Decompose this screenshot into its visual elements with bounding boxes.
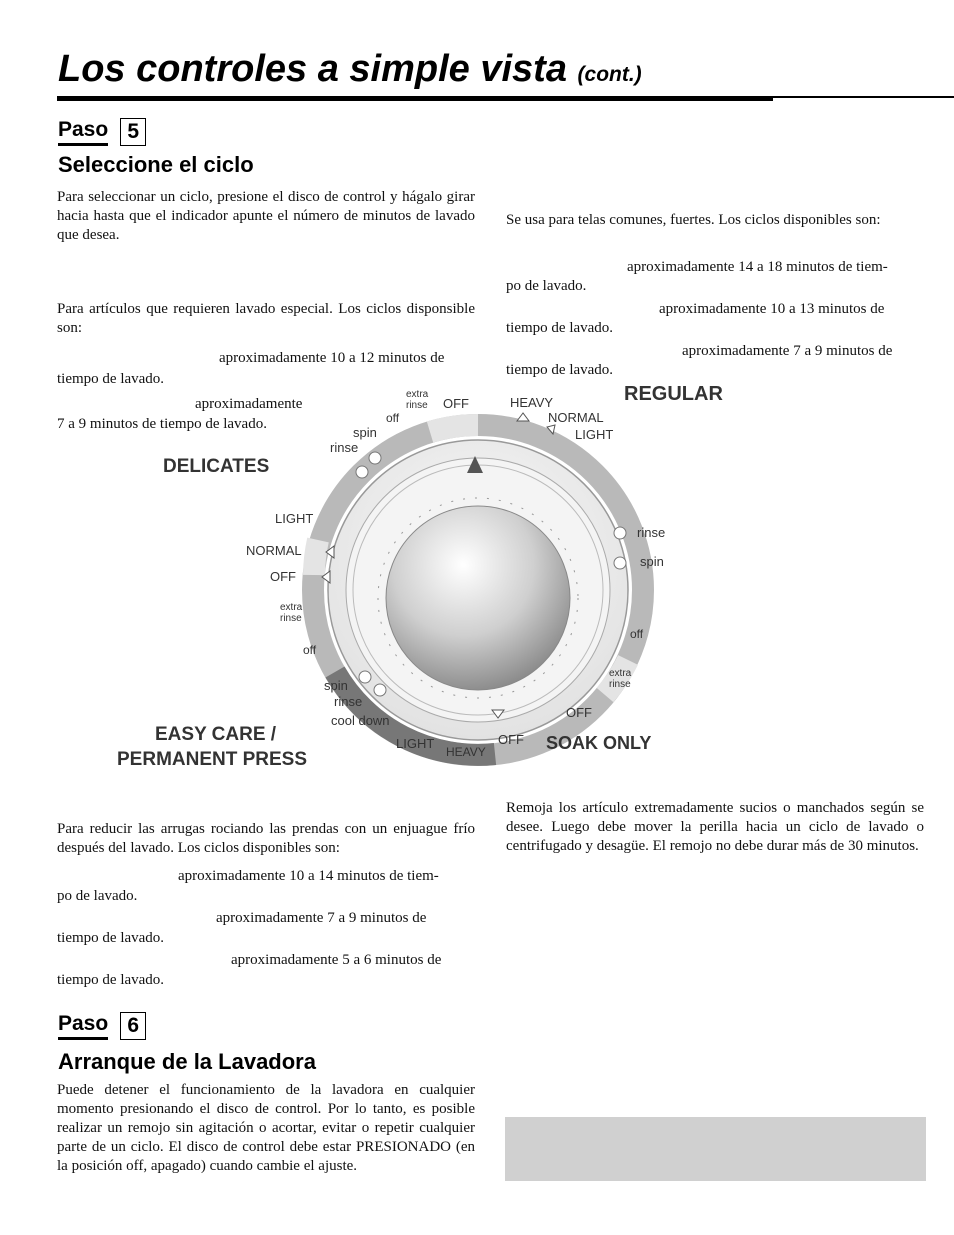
label-rinse-top: rinse: [330, 440, 359, 455]
label-off-small-top: off: [386, 411, 400, 425]
step5-paso-word: Paso: [58, 118, 108, 146]
label-off-left: OFF: [270, 569, 296, 584]
label-extra-top: extra: [406, 389, 429, 400]
label-rinse-bottom: rinse: [334, 694, 363, 709]
label-normal-top: NORMAL: [548, 410, 604, 425]
label-extra-right: extra: [609, 668, 632, 679]
label-off-right: OFF: [566, 705, 592, 720]
label-regular: REGULAR: [624, 383, 723, 405]
control-dial-diagram: [100, 370, 760, 780]
control-knob[interactable]: [386, 506, 570, 690]
label-easycare-2: PERMANENT PRESS: [117, 749, 308, 770]
step5-label: [58, 118, 146, 146]
step5-number: 5: [120, 118, 146, 146]
regular-line3a: aproximadamente 7 a 9 minutos de: [682, 343, 893, 359]
delicates-line2a: aproximadamente: [195, 396, 303, 412]
step5-intro: Para seleccionar un ciclo, presione el disco de control y hágalo girar hacia hasta que el indicador apunte el número de minutos de lavado que desea.: [57, 189, 475, 243]
label-spin-right: spin: [640, 554, 664, 569]
label-light-top: LIGHT: [575, 427, 614, 442]
delicates-line1b: tiempo de lavado.: [57, 371, 165, 387]
label-spin-bottom: spin: [324, 678, 348, 693]
easycare-line2b: tiempo de lavado.: [57, 930, 165, 946]
step6-number: 6: [120, 1012, 146, 1040]
label-off-small-right: off: [630, 627, 644, 641]
regular-line1a: aproximadamente 14 a 18 minutos de tiem-: [627, 259, 888, 275]
regular-line2b: tiempo de lavado.: [506, 320, 614, 336]
label-normal-left: NORMAL: [246, 543, 302, 558]
label-rinse-right: rinse: [637, 525, 666, 540]
header-rule-thick: [57, 96, 773, 101]
label-off-small-left: off: [303, 643, 317, 657]
regular-line2a: aproximadamente 10 a 13 minutos de: [659, 301, 885, 317]
easycare-line1b: po de lavado.: [57, 888, 138, 904]
soak-text: Remoja los artículo extremadamente sucios o manchados según se desee. Luego debe mover la perilla hacia un ciclo de lavado o centrifugado y desagüe. El remojo no debe durar más de 30 minutos.: [506, 800, 924, 854]
easycare-line3a: aproximadamente 5 a 6 minutos de: [231, 952, 442, 968]
label-soak-only: SOAK ONLY: [546, 733, 652, 753]
title-text: Los controles a simple vista: [58, 48, 567, 90]
step6-heading: Arranque de la Lavadora: [58, 1049, 316, 1074]
label-extra-rinse-top: rinse: [406, 400, 428, 411]
easycare-line3b: tiempo de lavado.: [57, 972, 165, 988]
easycare-intro: Para reducir las arrugas rociando las prendas con un enjuague frío después del lavado. Los ciclos disponibles son:: [57, 821, 475, 856]
step5-heading: Seleccione el ciclo: [58, 152, 254, 177]
step6-label: [58, 1012, 146, 1040]
label-delicates: DELICATES: [163, 456, 270, 477]
label-extra-left: extra: [280, 602, 303, 613]
header-rule-thin: [773, 96, 954, 98]
regular-line1b: po de lavado.: [506, 278, 587, 294]
label-spin-top: spin: [353, 425, 377, 440]
label-cooldown: cool down: [331, 713, 390, 728]
gray-note-box: [505, 1117, 926, 1181]
label-light-left: LIGHT: [275, 511, 314, 526]
regular-line3b: tiempo de lavado.: [506, 362, 614, 378]
label-easycare-1: EASY CARE /: [155, 724, 277, 745]
page-title: [58, 48, 642, 91]
title-suffix: (cont.): [577, 63, 642, 86]
label-extra-rinse-left: rinse: [280, 613, 302, 624]
label-heavy-top: HEAVY: [510, 395, 554, 410]
step6-paso-word: Paso: [58, 1012, 108, 1040]
delicates-line1a: aproximadamente 10 a 12 minutos de: [219, 350, 445, 366]
label-extra-rinse-right: rinse: [609, 679, 631, 690]
label-off-bottom: OFF: [498, 732, 524, 747]
label-off-top: OFF: [443, 396, 469, 411]
regular-intro: Se usa para telas comunes, fuertes. Los ciclos disponibles son:: [506, 212, 881, 228]
delicates-line2b: 7 a 9 minutos de tiempo de lavado.: [57, 416, 267, 432]
label-light-bottom: LIGHT: [396, 736, 435, 751]
label-heavy-bottom: HEAVY: [446, 745, 486, 759]
step6-text: Puede detener el funcionamiento de la lavadora en cualquier momento presionando el disco de control. Por lo tanto, es posible realizar un remojo sin agitación o acortar, evitar o repetir cualquier parte de un ciclo. El disco de control debe estar PRESIONADO (en la posición off, apagado) cuando cambie el ajuste.: [57, 1082, 475, 1174]
delicates-intro: Para artículos que requieren lavado especial. Los ciclos disponsible son:: [57, 301, 475, 336]
easycare-line1a: aproximadamente 10 a 14 minutos de tiem-: [178, 868, 439, 884]
easycare-line2a: aproximadamente 7 a 9 minutos de: [216, 910, 427, 926]
